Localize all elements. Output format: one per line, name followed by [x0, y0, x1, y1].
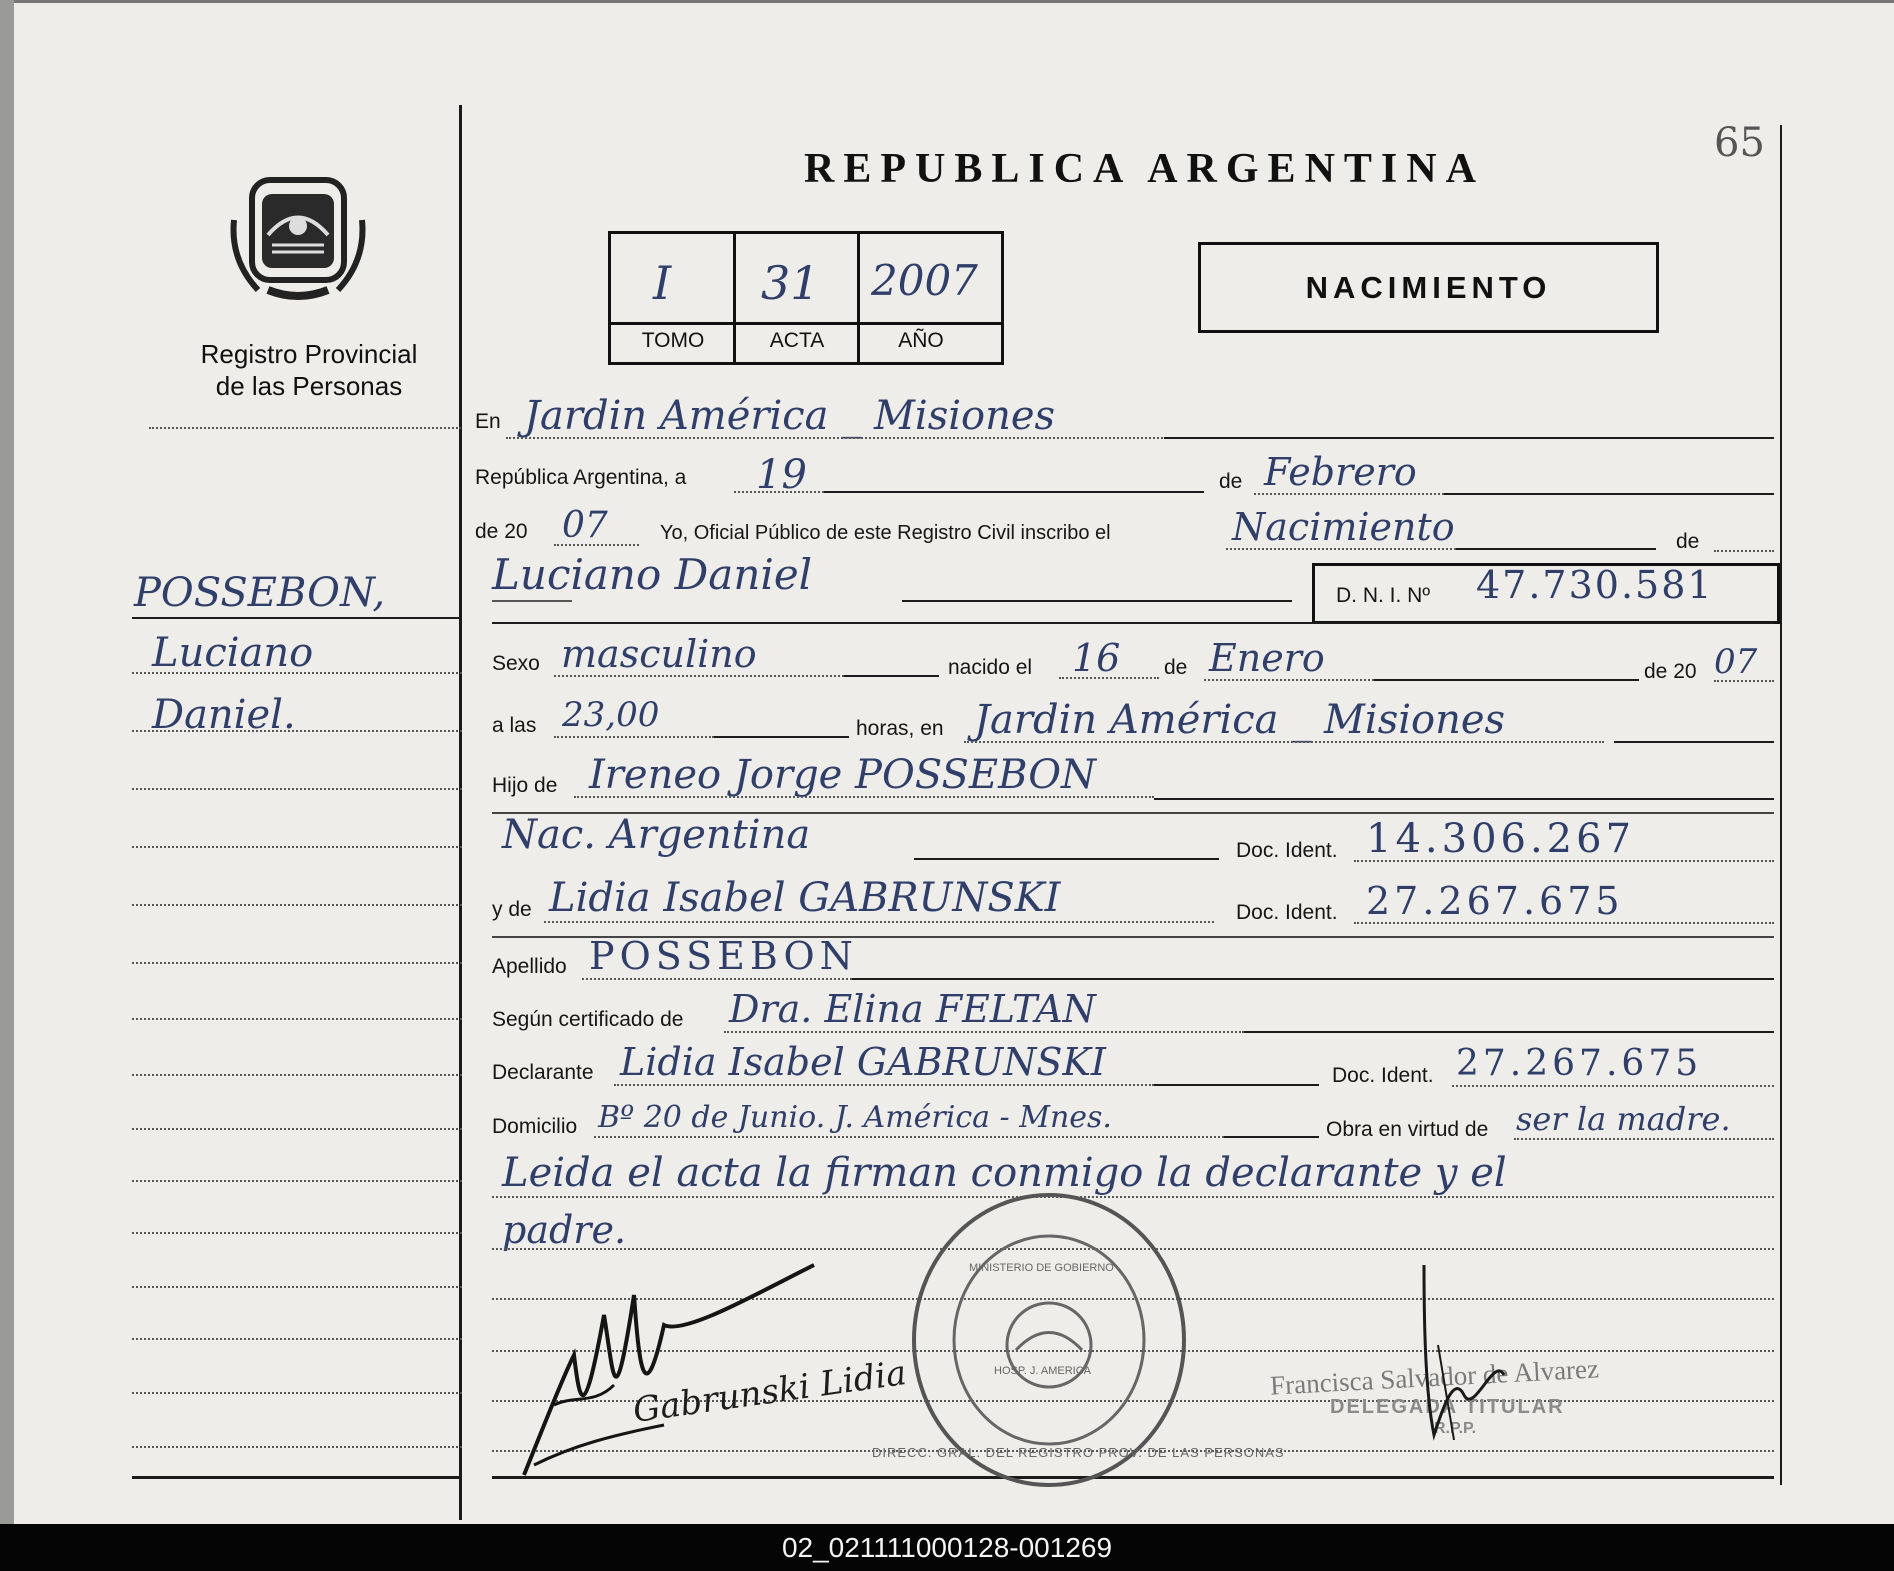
sexo-dotted-line: [554, 675, 844, 677]
page-number: 65: [1714, 120, 1765, 166]
father-nationality: Nac. Argentina: [502, 812, 811, 858]
image-code: 02_021111000128-001269: [781, 1532, 1113, 1563]
hour-dotted-line: [554, 736, 714, 738]
tomo-label: TOMO: [641, 329, 705, 352]
tomo-value: I: [653, 256, 672, 310]
dni-value: 47.730.581: [1476, 563, 1714, 607]
margin-bottom-rule: [132, 1476, 462, 1479]
year-value: 07: [562, 505, 608, 546]
margin-dotted-line: [132, 1128, 462, 1130]
year-dotted-line: [554, 544, 639, 546]
record-header-divider: [611, 322, 1001, 325]
en-value: Jardin América _ Misiones: [524, 393, 1056, 439]
obra-label: Obra en virtud de: [1326, 1118, 1489, 1141]
mother-value: Lidia Isabel GABRUNSKI: [549, 875, 1061, 921]
birth-month-value: Enero: [1209, 636, 1325, 680]
domicilio-value: Bº 20 de Junio. J. América - Mnes.: [598, 1100, 1112, 1135]
birth-place-dotted: [964, 741, 1604, 743]
father-doc-label: Doc. Ident.: [1236, 839, 1338, 862]
declarante-dotted: [614, 1084, 1154, 1086]
row4-bottom-rule: [492, 622, 1774, 624]
official-signature-icon: [1394, 1255, 1574, 1445]
apellido-line: [852, 978, 1774, 980]
margin-dotted-line: [132, 672, 462, 674]
anio-label: AÑO: [898, 329, 944, 352]
inscribe-value: Nacimiento: [1232, 505, 1455, 549]
birth-year-prefix: de 20: [1644, 660, 1697, 683]
registry-line1: Registro Provincial: [200, 339, 418, 369]
cert-value: Dra. Elina FELTAN: [729, 987, 1096, 1031]
en-dotted-line: [506, 437, 1166, 439]
father-nat-line: [914, 858, 1219, 860]
father-doc-dotted: [1354, 860, 1774, 862]
apellido-label: Apellido: [492, 955, 567, 978]
inscribe-de-label: de: [1676, 530, 1700, 553]
hour-value: 23,00: [562, 695, 660, 735]
margin-dotted-line: [132, 962, 462, 964]
dni-label: D. N. I. Nº: [1336, 584, 1431, 607]
domicilio-line: [1224, 1136, 1319, 1138]
left-vertical-rule: [459, 105, 462, 1520]
cert-label: Según certificado de: [492, 1008, 684, 1031]
margin-dotted-line: [132, 846, 462, 848]
obra-dotted: [1514, 1138, 1774, 1140]
sexo-value: masculino: [561, 632, 757, 676]
margin-dotted-line: [132, 788, 462, 790]
month-line: [1444, 493, 1774, 495]
note-line2: padre.: [502, 1208, 627, 1252]
acta-value: 31: [761, 256, 820, 310]
birth-place-value: Jardin América _ Misiones: [974, 697, 1506, 743]
provincial-seal-icon: [228, 160, 368, 310]
acta-label: ACTA: [769, 329, 825, 352]
yo-label: Yo, Oficial Público de este Registro Civil inscribo el: [660, 522, 1111, 544]
margin-dotted-line: [132, 1180, 462, 1182]
birth-month-dotted: [1204, 679, 1374, 681]
declarante-line: [1154, 1084, 1319, 1086]
declarante-doc-dotted: [1452, 1085, 1774, 1087]
margin-dotted-line: [132, 1446, 462, 1448]
hijo-label: Hijo de: [492, 774, 558, 797]
official-org: R.P.P.: [1434, 1420, 1477, 1437]
margin-given1: Luciano: [152, 630, 314, 676]
cert-dotted: [724, 1031, 1244, 1033]
birth-year-dotted: [1714, 680, 1774, 682]
hour-line: [714, 736, 849, 738]
top-edge-rule: [14, 0, 1894, 3]
cert-line: [1244, 1031, 1774, 1033]
margin-dotted-line: [132, 1018, 462, 1020]
declarante-value: Lidia Isabel GABRUNSKI: [620, 1040, 1106, 1084]
year-prefix-label: de 20: [475, 520, 528, 543]
domicilio-dotted: [594, 1136, 1224, 1138]
margin-dotted-line: [132, 904, 462, 906]
country-title: REPUBLICA ARGENTINA: [804, 146, 1485, 192]
image-code-bar: [0, 1524, 1894, 1571]
inscribe-line: [1456, 548, 1656, 550]
round-seal-inner-text: MINISTERIO DE GOBIERNO: [969, 1262, 1114, 1274]
inscribe-dotted-line: [1226, 548, 1456, 550]
margin-upper-dotted: [149, 427, 461, 429]
round-seal-bottom-text: HOSP. J. AMERICA: [994, 1365, 1091, 1377]
apellido-value: POSSEBON: [589, 934, 858, 978]
declarante-label: Declarante: [492, 1061, 594, 1084]
day-dotted-line: [734, 491, 824, 493]
record-type-box: NACIMIENTO: [1198, 242, 1659, 333]
horas-label: horas, en: [856, 717, 944, 740]
round-seal-ring-text: DIRECC. GRAL. DEL REGISTRO PROV. DE LAS PERSONAS: [872, 1445, 1285, 1460]
margin-dotted-line: [132, 730, 462, 732]
mother-dotted: [544, 921, 1214, 923]
apellido-dotted: [582, 978, 852, 980]
month-dotted-line: [1254, 493, 1444, 495]
birth-month-line: [1374, 679, 1639, 681]
margin-given2: Daniel.: [152, 692, 296, 738]
en-label: En: [475, 410, 501, 433]
obra-value: ser la madre.: [1516, 1100, 1731, 1138]
official-name: Francisca Salvador de Alvarez: [1269, 1353, 1600, 1401]
rep-label: República Argentina, a: [475, 466, 687, 489]
official-role: DELEGADA TITULAR: [1330, 1396, 1565, 1418]
birth-place-line: [1614, 741, 1774, 743]
alas-label: a las: [492, 714, 537, 737]
right-vertical-rule: [1780, 125, 1782, 1485]
certificate-page: [14, 0, 1894, 1524]
declarante-doc-label: Doc. Ident.: [1332, 1064, 1434, 1087]
father-dotted: [574, 796, 1154, 798]
day-line: [824, 491, 1204, 493]
mother-doc-value: 27.267.675: [1366, 879, 1624, 923]
declarant-signature: Gabrunski Lidia: [630, 1353, 909, 1431]
en-line: [1164, 437, 1774, 439]
yde-label: y de: [492, 898, 532, 921]
margin-dotted-line: [132, 1286, 462, 1288]
birth-de-label: de: [1164, 656, 1188, 679]
birth-year-value: 07: [1714, 642, 1758, 682]
registry-line2: de las Personas: [215, 371, 403, 401]
record-number-box: [608, 231, 1004, 365]
domicilio-label: Domicilio: [492, 1115, 578, 1138]
margin-dotted-line: [132, 1074, 462, 1076]
margin-dotted-line: [132, 1392, 462, 1394]
note-line1: Leida el acta la firman conmigo la declarante y el: [502, 1150, 1507, 1196]
declarante-doc-value: 27.267.675: [1456, 1043, 1703, 1084]
child-name-line: [492, 600, 572, 602]
birth-day-value: 16: [1072, 636, 1121, 680]
registry-name: [164, 338, 454, 402]
child-name-tail-line: [902, 600, 1292, 602]
child-name-value: Luciano Daniel: [492, 550, 813, 599]
margin-rule: [132, 617, 462, 619]
month-de-label: de: [1219, 470, 1243, 493]
father-doc-value: 14.306.267: [1366, 816, 1636, 862]
month-value: Febrero: [1264, 450, 1417, 494]
margin-surname: POSSEBON,: [134, 570, 386, 616]
father-value: Ireneo Jorge POSSEBON: [589, 752, 1096, 798]
birth-day-dotted: [1059, 677, 1159, 679]
margin-dotted-line: [132, 1232, 462, 1234]
de-tail-dotted: [1714, 550, 1774, 552]
sexo-line: [844, 675, 939, 677]
mother-doc-dotted: [1354, 922, 1774, 924]
father-line: [1154, 798, 1774, 800]
mother-doc-label: Doc. Ident.: [1236, 901, 1338, 924]
anio-value: 2007: [871, 256, 978, 305]
day-value: 19: [756, 452, 807, 498]
margin-dotted-line: [132, 1338, 462, 1340]
nacido-label: nacido el: [948, 656, 1033, 679]
sexo-label: Sexo: [492, 652, 540, 675]
